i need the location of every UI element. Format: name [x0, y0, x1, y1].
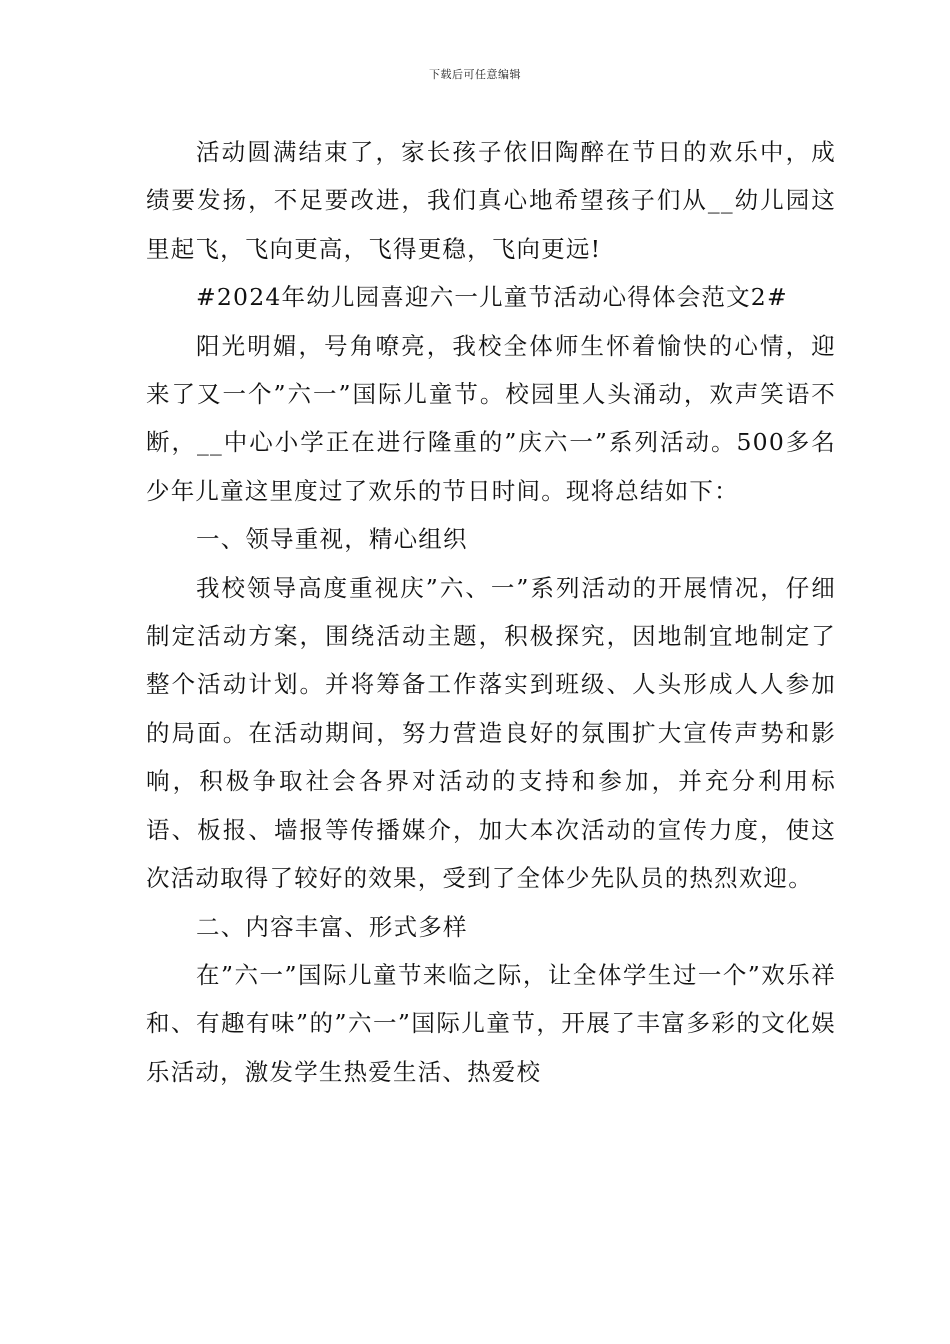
- heading-one: 一、领导重视，精心组织: [196, 525, 468, 554]
- document-body: [146, 128, 836, 1096]
- heading-two: 二、内容丰富、形式多样: [196, 912, 468, 941]
- paragraph-organization: 我校领导高度重视庆”六、一”系列活动的开展情况，仔细制定活动方案，围绕活动主题，积极探究，因地制宜地制定了整个活动计划。并将筹备工作落实到班级、人头形成人人参加的局面。在活动期间，努力营造良好的氛围扩大宣传声势和影响，积极争取社会各界对活动的支持和参加，并充分利用标语、板报、墙报等传播媒介，加大本次活动的宣传力度，使这次活动取得了较好的效果，受到了全体少先队员的热烈欢迎。: [146, 573, 836, 893]
- page-header: 下载后可任意编辑: [429, 68, 521, 81]
- paragraph-intro: 阳光明媚，号角嘹亮，我校全体师生怀着愉快的心情，迎来了又一个”六一”国际儿童节。校园里人头涌动，欢声笑语不断，__中心小学正在进行隆重的”庆六一”系列活动。500多名少年儿童这里度过了欢乐的节日时间。现将总结如下：: [146, 331, 836, 505]
- paragraph-activities: 在”六一”国际儿童节来临之际，让全体学生过一个”欢乐祥和、有趣有味”的”六一”国际儿童节，开展了丰富多彩的文化娱乐活动，激发学生热爱生活、热爱校: [146, 960, 836, 1086]
- paragraph-closing: 活动圆满结束了，家长孩子依旧陶醉在节日的欢乐中，成绩要发扬，不足要改进，我们真心地希望孩子们从__幼儿园这里起飞，飞向更高，飞得更稳，飞向更远!: [146, 138, 836, 263]
- section-title: #2024年幼儿园喜迎六一儿童节活动心得体会范文2#: [196, 283, 788, 312]
